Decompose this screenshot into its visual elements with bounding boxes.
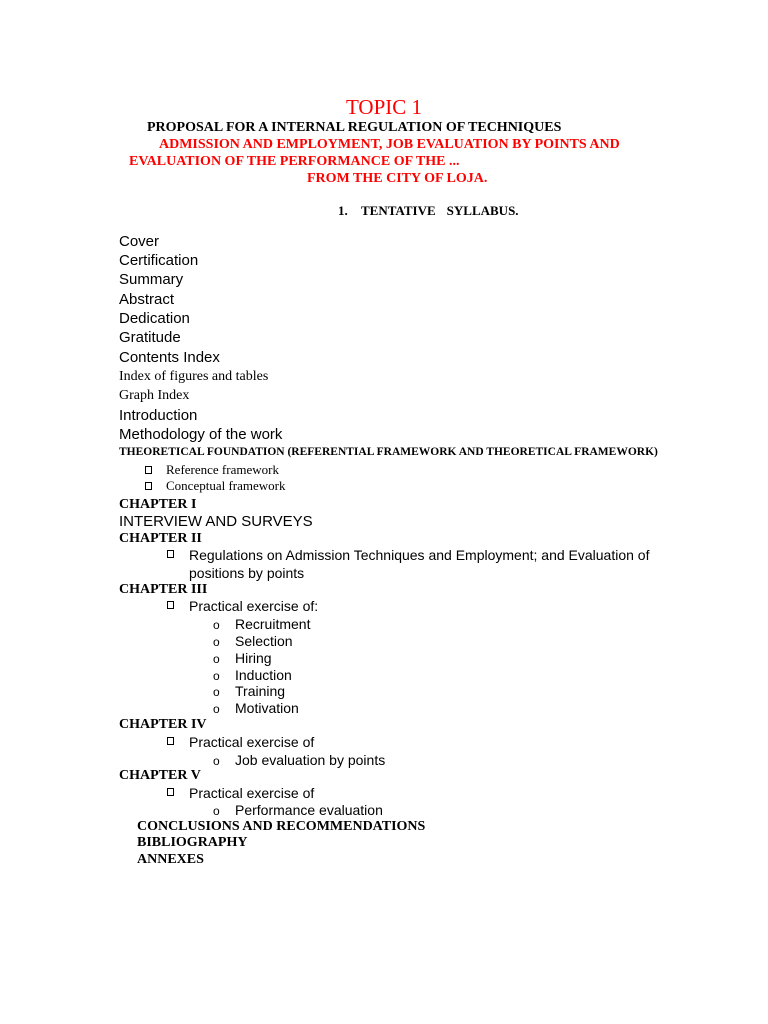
chapter-3-heading: CHAPTER III [119, 582, 208, 597]
chapter-2-heading: CHAPTER II [119, 531, 202, 546]
square-bullet-icon [167, 788, 174, 796]
front-matter-item: Cover [119, 233, 160, 250]
square-bullet-icon [145, 482, 152, 490]
theoretical-item: Conceptual framework [166, 478, 286, 493]
syllabus-number: 1. [338, 203, 348, 218]
square-bullet-icon [167, 601, 174, 609]
chapter-3-sub-item: Induction [235, 667, 292, 683]
proposal-line-2: ADMISSION AND EMPLOYMENT, JOB EVALUATION BY POINTS AND [159, 137, 620, 152]
chapter-3-sub-item: Selection [235, 633, 293, 649]
square-bullet-icon [167, 737, 174, 745]
chapter-3-sub-item: Recruitment [235, 616, 311, 632]
conclusions-heading: CONCLUSIONS AND RECOMMENDATIONS [137, 819, 426, 834]
topic-title: TOPIC 1 [345, 95, 423, 119]
chapter-3-sub-item: Motivation [235, 700, 299, 716]
front-matter-item: Graph Index [119, 388, 190, 403]
syllabus-word-1: TENTATIVE [361, 203, 436, 218]
chapter-5-heading: CHAPTER V [119, 768, 201, 783]
front-matter-item: Methodology of the work [119, 426, 283, 443]
proposal-line-4: FROM THE CITY OF LOJA. [307, 171, 488, 186]
chapter-1-content: INTERVIEW AND SURVEYS [119, 513, 313, 530]
circle-bullet-icon: o [213, 804, 220, 818]
bibliography-heading: BIBLIOGRAPHY [137, 835, 248, 850]
syllabus-heading [338, 203, 519, 219]
annexes-heading: ANNEXES [137, 852, 204, 867]
circle-bullet-icon: o [213, 685, 220, 699]
square-bullet-icon [145, 466, 152, 474]
front-matter-item: Summary [119, 271, 184, 288]
front-matter-item: Contents Index [119, 349, 220, 366]
syllabus-word-2: SYLLABUS. [446, 203, 519, 218]
front-matter-item: Abstract [119, 291, 175, 308]
circle-bullet-icon: o [213, 669, 220, 683]
front-matter-item: Certification [119, 252, 199, 269]
front-matter-item: Index of figures and tables [119, 369, 269, 384]
front-matter-item: Dedication [119, 310, 190, 327]
front-matter-item: Gratitude [119, 329, 181, 346]
chapter-3-item: Practical exercise of: [189, 598, 319, 614]
circle-bullet-icon: o [213, 702, 220, 716]
square-bullet-icon [167, 550, 174, 558]
circle-bullet-icon: o [213, 635, 220, 649]
circle-bullet-icon: o [213, 652, 220, 666]
proposal-line-1: PROPOSAL FOR A INTERNAL REGULATION OF TECHNIQUES [147, 120, 562, 135]
theoretical-item: Reference framework [166, 462, 279, 477]
chapter-4-heading: CHAPTER IV [119, 717, 207, 732]
proposal-line-3: EVALUATION OF THE PERFORMANCE OF THE ... [129, 154, 460, 169]
front-matter-item: Introduction [119, 407, 198, 424]
chapter-4-sub-item: Job evaluation by points [235, 752, 386, 768]
chapter-2-item-line-1: Regulations on Admission Techniques and Employment; and Evaluation of [189, 547, 650, 563]
circle-bullet-icon: o [213, 754, 220, 768]
chapter-3-sub-item: Hiring [235, 650, 272, 666]
chapter-3-sub-item: Training [235, 683, 286, 699]
chapter-1-heading: CHAPTER I [119, 497, 197, 512]
chapter-4-item: Practical exercise of [189, 734, 315, 750]
circle-bullet-icon: o [213, 618, 220, 632]
chapter-5-sub-item: Performance evaluation [235, 802, 383, 818]
chapter-2-item-line-2: positions by points [189, 565, 305, 581]
theoretical-heading: THEORETICAL FOUNDATION (REFERENTIAL FRAMEWORK AND THEORETICAL FRAMEWORK) [119, 446, 658, 458]
chapter-5-item: Practical exercise of [189, 785, 315, 801]
